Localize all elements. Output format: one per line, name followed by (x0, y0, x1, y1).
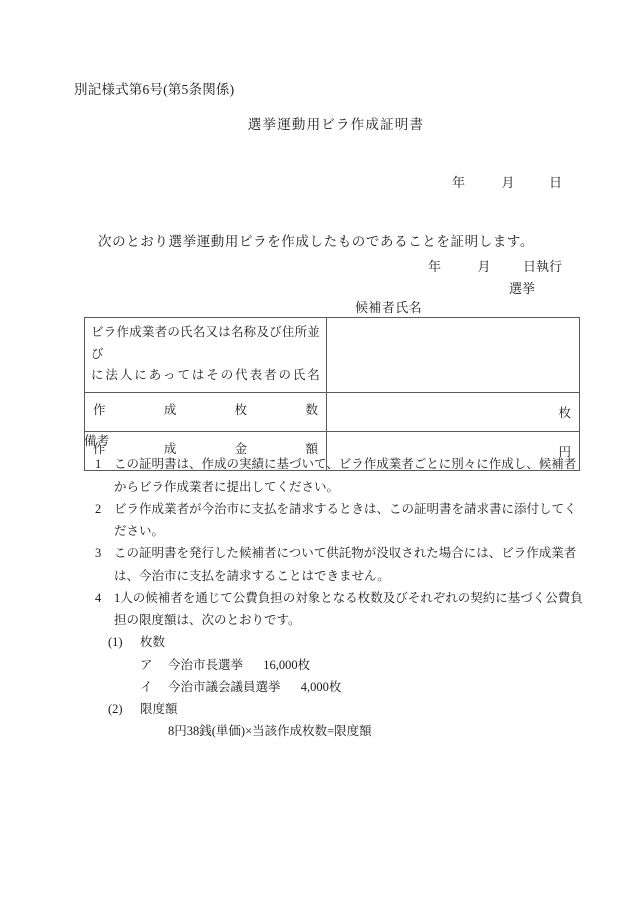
remark-sub-item-1 (84, 631, 584, 653)
sub-item-value: 4,000枚 (300, 679, 342, 694)
printer-info-value[interactable] (327, 318, 580, 393)
created-amount-unit: 円 (558, 444, 571, 459)
sub-item-marker: イ (140, 679, 153, 694)
issue-date-year-label: 年 (452, 175, 466, 190)
remark-item-4 (84, 587, 584, 632)
sub-item-label: 今治市長選挙 (168, 657, 244, 672)
remark-number: 2 (95, 501, 102, 516)
issue-date-month-label: 月 (501, 175, 515, 190)
election-date-line (428, 256, 562, 275)
election-name-label: 選挙 (509, 281, 536, 296)
sub-item-marker: ア (140, 657, 153, 672)
remarks-section (84, 430, 584, 743)
created-count-label-text: 作成枚数 (93, 403, 318, 418)
sub-item-label: 今治市議会議員選挙 (168, 679, 281, 694)
created-count-value[interactable] (327, 392, 580, 431)
remark-text: 1人の候補者を通じて公費負担の対象となる枚数及びそれぞれの契約に基づく公費負担の限度額は、次のとおりです。 (114, 590, 583, 627)
remark-number: 4 (95, 590, 102, 605)
created-amount-label-text: 作成金額 (93, 442, 318, 457)
remark-text: この証明書を発行した候補者について供託物が没収された場合には、ビラ作成業者は、今治市に支払を請求することはできません。 (114, 546, 577, 583)
remark-number: 1 (95, 457, 102, 472)
sub-item-marker: (2) (108, 702, 123, 716)
created-count-label (85, 392, 327, 431)
created-count-unit: 枚 (558, 405, 571, 420)
page-title: 選挙運動用ビラ作成証明書 (247, 117, 425, 132)
issue-date-day-label: 日 (549, 175, 563, 190)
remark-text: ビラ作成業者が今治市に支払を請求するときは、この証明書を請求書に添付してください。 (114, 501, 577, 538)
remark-item-3 (84, 542, 584, 587)
remark-sub-item-1-b (84, 676, 584, 698)
election-year-label: 年 (428, 259, 442, 274)
remark-number: 3 (95, 546, 102, 561)
limit-amount-formula: 8円38銭(単価)×当該作成枚数=限度額 (168, 724, 372, 739)
sub-item-value: 16,000枚 (263, 657, 311, 672)
issue-date-line (452, 172, 562, 191)
remark-text: この証明書は、作成の実績に基づいて、ビラ作成業者ごとに別々に作成し、候補者からビラ作成業者に提出してください。 (114, 457, 577, 494)
election-day-exec-label: 日執行 (523, 259, 563, 274)
sub-item-label: 枚数 (140, 635, 166, 650)
remark-sub-item-2 (84, 698, 584, 720)
form-number: 別記様式第6号(第5条関係) (74, 82, 235, 97)
remark-item-1 (84, 453, 584, 498)
candidate-name-caption: 候補者氏名 (355, 300, 423, 315)
sub-item-label: 限度額 (140, 702, 178, 716)
sub-item-marker: (1) (108, 635, 123, 650)
remark-item-2 (84, 498, 584, 543)
certification-sentence: 次のとおり選挙運動用ビラを作成したものであることを証明します。 (98, 234, 535, 249)
remark-sub-item-1-a (84, 654, 584, 676)
table-row (85, 392, 580, 431)
printer-info-label-line2: に法人にあってはその代表者の氏名 (91, 368, 320, 382)
printer-info-label-line1: ビラ作成業者の氏名又は名称及び住所並び (91, 325, 320, 361)
remarks-heading: 備考 (84, 434, 110, 448)
printer-info-label (85, 318, 327, 393)
election-month-label: 月 (477, 259, 491, 274)
table-row (85, 318, 580, 393)
